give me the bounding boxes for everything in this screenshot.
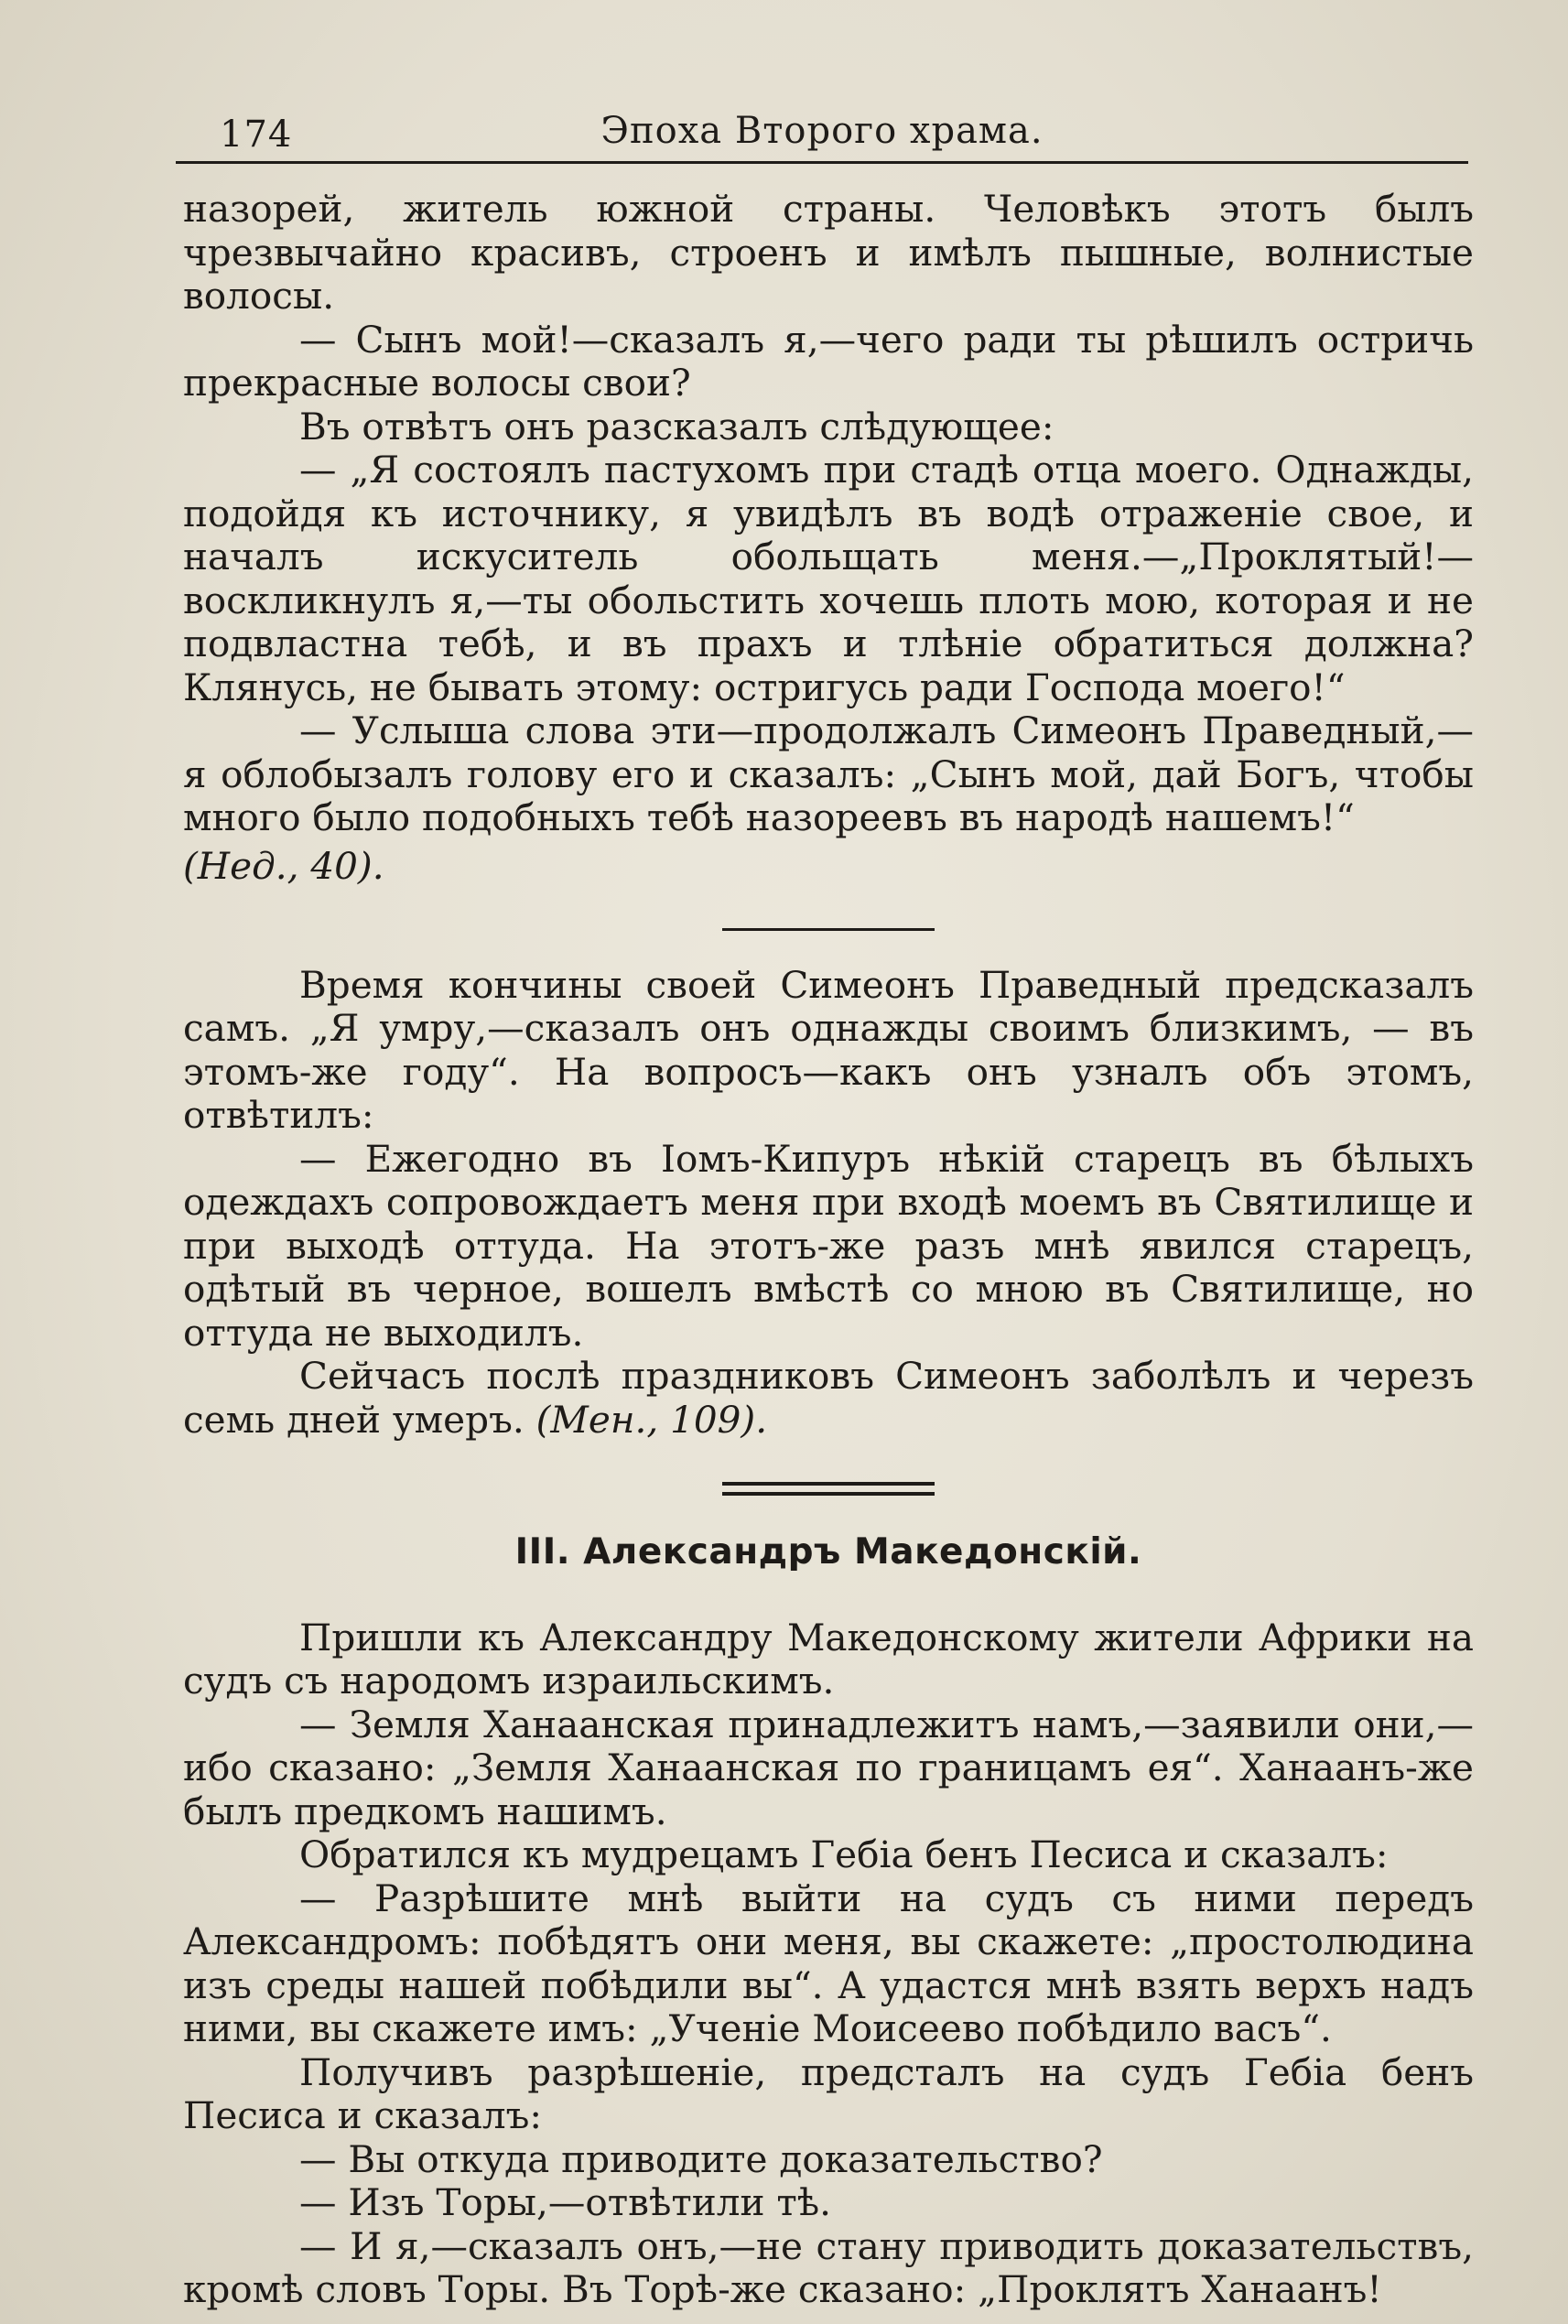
- paragraph: назорей, житель южной страны. Человѣкъ этотъ былъ чрезвычайно красивъ, строенъ и имѣлъ пышные, волнистые волосы.: [183, 187, 1474, 318]
- paragraph: Пришли къ Александру Македонскому жители Африки на судъ съ народомъ израильскимъ.: [183, 1615, 1474, 1702]
- page-number: 174: [220, 113, 293, 156]
- paragraph: Получивъ разрѣшеніе, предсталъ на судъ Гебіа бенъ Песиса и сказалъ:: [183, 2049, 1474, 2137]
- paragraph: — Ежегодно въ Іомъ-Кипуръ нѣкій старецъ въ бѣлыхъ одеждахъ сопровождаетъ меня при входѣ моемъ въ Святилище и при выходѣ оттуда. На этотъ-же разъ мнѣ явился старецъ, одѣтый въ черное, вошелъ вмѣстѣ со мною въ Святилище, но оттуда не выходилъ.: [183, 1136, 1474, 1355]
- header-rule: [176, 161, 1468, 164]
- paragraph: — Земля Ханаанская принадлежитъ намъ,—заявили они,—ибо сказано: „Земля Ханаанская по границамъ ея“. Ханаанъ-же былъ предкомъ нашимъ.: [183, 1702, 1474, 1833]
- source-citation: (Нед., 40).: [183, 843, 384, 888]
- paragraph: [183, 1355, 1474, 1442]
- section-title: III. Александръ Македонскій.: [514, 1531, 1142, 1573]
- running-title: Эпоха Второго храма.: [600, 110, 1044, 152]
- paragraph: — „Я состоялъ пастухомъ при стадѣ отца моего. Однажды, подойдя къ источнику, я увидѣлъ въ водѣ отраженіе свое, и началъ искуситель обольщать меня.—„Проклятый!—воскликнулъ я,—ты обольстить хочешь плоть мою, которая и не подвластна тебѣ, и въ прахъ и тлѣніе обратиться должна? Клянусь, не бывать этому: остригусь ради Господа моего!“: [183, 448, 1474, 709]
- paragraph: Обратился къ мудрецамъ Гебіа бенъ Песиса и сказалъ:: [299, 1832, 1389, 1876]
- section-separator: [722, 1482, 935, 1496]
- separator-rule: [722, 928, 935, 931]
- paragraph: — Изъ Торы,—отвѣтили тѣ.: [299, 2180, 832, 2224]
- paragraph: — И я,—сказалъ онъ,—не стану приводить доказательствъ, кромѣ словъ Торы. Въ Торѣ-же сказано: „Проклятъ Ханаанъ!: [183, 2223, 1474, 2311]
- page-header: [176, 103, 1468, 157]
- paragraph: Въ отвѣтъ онъ разсказалъ слѣдующее:: [299, 404, 1054, 449]
- page-body: [183, 188, 1474, 2312]
- paragraph: — Вы откуда приводите доказательство?: [299, 2136, 1103, 2181]
- paragraph: Время кончины своей Симеонъ Праведный предсказалъ самъ. „Я умру,—сказалъ онъ однажды своимъ близкимъ, — въ этомъ-же году“. На вопросъ—какъ онъ узналъ объ этомъ, отвѣтилъ:: [183, 962, 1474, 1137]
- paragraph: — Услыша слова эти—продолжалъ Симеонъ Праведный,—я облобызалъ голову его и сказалъ: „Сынъ мой, дай Богъ, чтобы много было подобныхъ тебѣ назореевъ въ народѣ нашемъ!“: [183, 708, 1474, 839]
- paragraph-text: Сейчасъ послѣ праздниковъ Симеонъ заболѣлъ и черезъ семь дней умеръ.: [183, 1354, 1474, 1442]
- source-citation: (Мен., 109).: [535, 1397, 768, 1442]
- paragraph: — Сынъ мой!—сказалъ я,—чего ради ты рѣшилъ остричь прекрасные волосы свои?: [183, 317, 1474, 405]
- paragraph: — Разрѣшите мнѣ выйти на судъ съ ними передъ Александромъ: побѣдятъ они меня, вы скажете: „простолюдина изъ среды нашей побѣдили вы“. А удастся мнѣ взять верхъ надъ ними, вы скажете имъ: „Ученіе Моисеево побѣдило васъ“.: [183, 1875, 1474, 2050]
